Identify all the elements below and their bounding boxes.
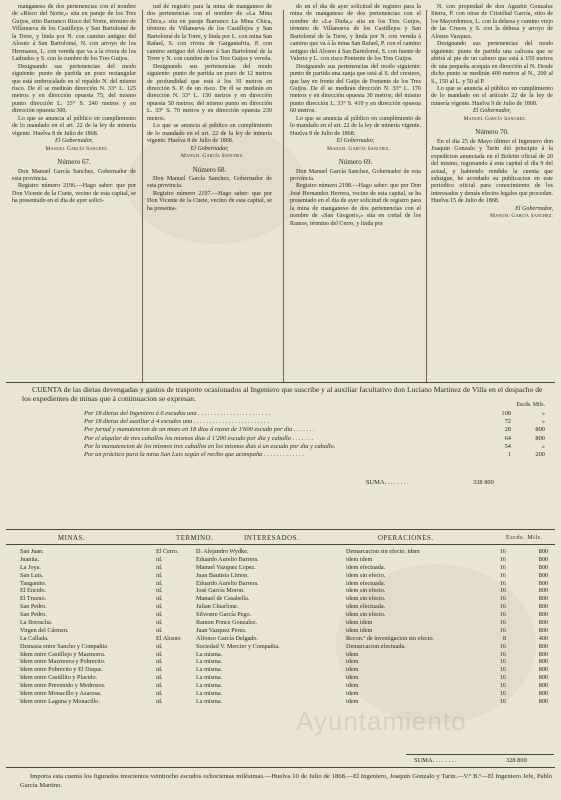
escudos-value: 16 [499, 619, 506, 627]
operacion-text: idem idem [346, 619, 373, 627]
governor-signature: Manuel García Sanchez. [45, 145, 109, 152]
escudos-value: 8 [502, 634, 506, 642]
escudos-value: 16 [499, 650, 506, 658]
termino-name: id. [156, 579, 163, 587]
mina-name: Idem entre Prevenido y Medrosos. [20, 682, 106, 690]
footer-rule [6, 767, 555, 768]
termino-name: id. [156, 587, 163, 595]
notice-text: Lo que se anuncia al público en cumplimiento de lo mandado en el art. 22 de la ley de minería vigente. Huelva 8 de Julio de 1868. [290, 115, 421, 137]
mina-name: Idem entre Castillito y Placido. [20, 674, 98, 682]
header-termino: TERMINO. [176, 535, 214, 542]
expense-row [56, 451, 551, 459]
notice-text: Designando sus pertenencias del modo siguiente: punto de partida una calicata que se abrirá al pie de un cabezo que está á 150 metros de una pequeña acequia en dirección al N. Desde dicho punto se medirán 400 metros al N., 200 al S., 150 al L. y 50 al P. [431, 41, 553, 85]
interesado-name: Alfonso García Delgado. [196, 634, 259, 642]
expense-description: Por el alquiler de tres caballos los mismos dias á 1'200 escudo por dia y caballo . . . . . . . [84, 434, 314, 442]
expense-mils: » [541, 442, 545, 450]
expense-row [56, 426, 551, 434]
mils-value: 800 [538, 579, 548, 587]
mils-value: 800 [538, 650, 548, 658]
operacion-text: Recon.º de investigacion sin efecto. [346, 634, 435, 642]
termino-name: id. [156, 690, 163, 698]
interesado-name: Eduardo Aurelio Barrera. [196, 579, 259, 587]
mils-value: 800 [538, 555, 548, 563]
notice-text: Registro número 2198.—Hago saber: que por Don José Hernandez Herrera, vecino de esta capital, se ha presentado en el dia de ayer solicitud de registro para la mina de manganeso de dos pertenencias con el nombre de «San Gregorio,» sita en cortal de los Ramos, término del Cerro, y linda por [290, 183, 421, 227]
notice-number: Número 69. [338, 158, 373, 167]
governor-signature: Manuel García Sanchez. [490, 213, 553, 220]
mina-name: Idem entre Castillejo y Mazmorra. [20, 650, 106, 658]
mils-value: 800 [538, 571, 548, 579]
expense-row [56, 418, 551, 426]
notice-text: En el dia 25 de Mayo último el Ingeniero don Joaquin Gonzalo y Tarin dió principio á la expedicion anunciada en el Boletin oficial de 20 del mismo, regresando á esta capital el dia 9 del actual, y habiendo rendido la cuenta que subsigue, he acordado su publicacion en este periódico oficial para conocimiento de los interesados y demás efectos legales que procedan. Huelva 15 de Julio de 1868. [431, 138, 553, 205]
operacion-text: idem idem [346, 555, 373, 563]
mils-value: 800 [538, 595, 548, 603]
notice-text: Lo que se anuncia al público en cumplimiento de lo mandado en el art. 22 de la ley de minería vigente. Huelva 8 de Julio de 1868. [12, 115, 136, 137]
notice-number: Número 68. [192, 165, 227, 174]
list-interesados [196, 548, 346, 706]
escudos-value: 16 [499, 658, 506, 666]
interesado-name: D. Alejandro Wydke. [196, 548, 249, 555]
notice-text: Designando sus pertenencias del modo siguiente: punto de partida un pozo de 12 metros de profundidad que está á los 10 metros en dirección S. P. de un risco. De él se medirán en dirección N. 33° L. 150 metros y en dirección opuesta 50 metros; del mismo punto en dirección L. 33° S. 70 metros y en dirección opuesta 230 metros. [147, 63, 272, 122]
cuenta-title: CUENTA de las dietas devengadas y gastos de trasporte ocasionados al Ingeniero que suscribe y al auxiliar facultativo don Luciano Martinez de Villa en el despacho de los expedientes de minas que á continuacion se expresan. [22, 385, 543, 403]
list-escudos [466, 548, 506, 706]
interesado-name: Ramon Ponce Gonzalez. [196, 619, 257, 627]
mils-value: 800 [538, 611, 548, 619]
mina-name: Idem entre Laguna y Monacillo. [20, 697, 100, 705]
notice-text: Lo que se anuncia al público en cumplimiento de lo mandado en el artículo 22 de la ley de minería vigente. Huelva 9 de Julio de 1868. [431, 85, 553, 107]
operacion-text: idem efectuada. [346, 563, 386, 571]
termino-name: id. [156, 658, 163, 666]
termino-name: El Alosno [156, 634, 181, 642]
governor-label: El Gobernador, [55, 138, 93, 145]
table-rule-head [6, 544, 555, 545]
mina-name: La Callada. [20, 634, 49, 642]
operacion-text: idem sin efecto. [346, 611, 386, 619]
expense-table [56, 402, 551, 459]
interesado-name: Juan Bautista Limon. [196, 571, 249, 579]
column-2 [147, 4, 272, 213]
notice-text: do en el dia de ayer solicitud de registro para la mina de manganeso de dos pertenencias con el nombre de «La Duda,» sita en los Tres Guijos, término de Villanueva de los Castillejos y San Bartolomé de la Torre, y linda por N. con vereda á camino que va á la mina San Rafael, P. con el camino antiguo del Alosno á San Bartolomé, S. con fuente de Valerio y L. con risco Poniente de los Tres Guijos. [290, 4, 421, 63]
escudos-value: 16 [499, 697, 506, 705]
interesado-name: Sociedad V. Mercier y Compañia. [196, 642, 280, 650]
mina-name: Idem entre Mazmorra y Pobrecito. [20, 658, 106, 666]
expense-description: Por jornal y manutencion de un mozo en 18 dias á razon de 1'600 escudo por dia . . . . . . . [84, 426, 315, 434]
expense-escudos: 72 [504, 418, 511, 426]
interesado-name: Silvestre García Pego. [196, 611, 252, 619]
operacion-text: idem sin efecto. [346, 571, 386, 579]
notice-text: Designando sus pertenencias del modo siguiente: punto de partida una zanja que está al S. del crestero, que hay en frente del Guijo de Poniente de los Tres Guijos. De él se medirán dirección N. 33° L. 170 metros y en dirección opuesta 30 metros; del mismo punto dirección L. 33° S. 410 y en dirección opuesta 60 metros. [290, 63, 421, 115]
expense-row [56, 410, 551, 418]
notice-text: Designando sus pertenencias del modo siguiente: punto de partida un pozo rectangular que está embrocalado en el repaldo N. del mismo risco. De él se medirán dirección N. 33° L. 125 metros y en dirección opuesta 75; del mismo punto dirección L. 33° S. 240 metros y en dirección opuesta 300. [12, 63, 136, 115]
mina-name: San Pedro. [20, 611, 47, 619]
termino-name: id. [156, 650, 163, 658]
escudos-value: 16 [499, 674, 506, 682]
notice-text: Registro número 2196.—Hago saber: que por Don Vicente de la Cuete, vecino de esta capital, se ha presentado en el dia de ayer solici- [12, 183, 136, 205]
notice-text: N. con propiedad de don Agustin Gonzalez Sierra, P. con otras de Cristóbal García, sitio de los Mayordomos, L. con la dehesa y camino viejo de las Cruces y S. con la dehesa y arroyo de Alonso Vazquez. [431, 4, 553, 40]
operacion-text: idem [346, 697, 359, 705]
escudos-value: 16 [499, 571, 506, 579]
header-escudos: Escds. Mils. [506, 535, 543, 541]
watermark: Ayuntamiento [296, 706, 467, 736]
mina-name: Idem entre Monacillo y Azarosa. [20, 690, 102, 698]
expense-mils: 200 [535, 450, 545, 458]
termino-name: id. [156, 603, 163, 611]
operacion-text: idem idem [346, 626, 373, 634]
mina-name: Juanita. [20, 555, 40, 563]
header-interesados: INTERESADOS. [244, 535, 300, 542]
escudos-value: 16 [499, 626, 506, 634]
interesado-name: La misma. [196, 666, 223, 674]
interesado-name: La misma. [196, 658, 223, 666]
mina-name: Virgen del Cármen. [20, 626, 69, 634]
notice-number: Número 67. [57, 158, 91, 167]
mils-value: 400 [538, 634, 548, 642]
table-sum-value: 328 800 [506, 757, 527, 764]
mina-name: Demasia entre Sancho y Compañia [20, 642, 107, 650]
notice-text: Don Manuel García Sanchez, Gobernador de esta provincia. [290, 168, 421, 182]
notice-text: tud de registro para la mina de manganeso de dos pertenencias con el nombre de «La Mina Chica,» sita en paraje Barranco La Mina Chica, término de Villanueva de los Castillejos y San Bartolomé de la Torre, y linda por L. con mina San Rafael, S. con rivera de Gargantafria, P. con camino antiguo del Alosno á San Bartolomé de la Torre y N. con cumbre de los Tres Guijos y vereda. [147, 4, 272, 63]
notice-text: Lo que se anuncia al público en cumplimiento de lo mandado en el art. 22 de la ley de minería vigente. Huelva 8 de Julio de 1868. [147, 123, 272, 145]
escudos-value: 16 [499, 548, 506, 555]
operacion-text: Demarcacion sin efecto. idem [346, 548, 420, 555]
expense-row [56, 443, 551, 451]
termino-name: id. [156, 611, 163, 619]
governor-signature: Manuel García Sanchez. [181, 153, 244, 160]
mils-value: 800 [538, 603, 548, 611]
mina-name: El Trueno. [20, 595, 47, 603]
header-minas: MINAS. [58, 535, 86, 542]
termino-name: id. [156, 619, 163, 627]
expense-mils: » [541, 418, 545, 426]
column-3 [290, 4, 421, 228]
escudos-value: 16 [499, 555, 506, 563]
mils-value: 800 [538, 697, 548, 705]
interesado-name: Eduardo Aurelio Barrera. [196, 555, 259, 563]
mina-name: San Pedro. [20, 603, 47, 611]
operacion-text: idem [346, 650, 359, 658]
expense-sum-value: 328 800 [473, 479, 494, 486]
mina-name: Idem entre Pobrecito y El Duque. [20, 666, 104, 674]
expense-description: Por 18 dietas del Ingeniero á 6 escudos una . . . . . . . . . . . . . . . . . . . . . . . [84, 410, 271, 417]
expense-description: Por la manutencion de los mismos tres caballos en los mismos dias á un escudo por dia y caballo. [84, 442, 336, 450]
notice-text: Don Manuel García Sanchez, Gobernador de esta provincia. [12, 168, 136, 182]
table-sum-label: SUMA. . . . . . . . [414, 757, 457, 764]
operacion-text: idem [346, 682, 359, 690]
column-divider [142, 10, 143, 382]
operacion-text: idem sin efecto. [346, 595, 386, 603]
termino-name: id. [156, 626, 163, 634]
footer-text: Importa esta cuenta los figurados trescientos veintiocho escudos ochocientas milésimas.—Huelva 10 de Julio de 1868.—El Ingeniero, Joaquin Gonzalo y Tarin.—V.º B.º—El Ingeniero Jefe, Pablo García Martino. [20, 773, 552, 789]
interesado-name: La misma. [196, 690, 223, 698]
mils-value: 800 [538, 690, 548, 698]
escudos-value: 16 [499, 666, 506, 674]
list-termino [156, 548, 196, 706]
interesado-name: Juan Vazquez Perez. [196, 626, 247, 634]
column-4 [431, 4, 553, 221]
termino-name: id. [156, 682, 163, 690]
notice-number: Número 70. [475, 128, 509, 137]
termino-name: id. [156, 595, 163, 603]
mils-value: 800 [538, 682, 548, 690]
interesado-name: La misma. [196, 674, 223, 682]
section-rule [6, 382, 555, 383]
termino-name: id. [156, 642, 163, 650]
expense-escudos: 54 [504, 442, 511, 450]
operacion-text: Demarcacion efectuada. [346, 642, 406, 650]
escudos-value: 16 [499, 611, 506, 619]
governor-label: El Gobernador, [473, 108, 511, 115]
column-1 [12, 4, 136, 206]
expense-escudos: 28 [504, 426, 511, 434]
expense-column-header: Escds. Mils. [516, 402, 545, 408]
mils-value: 800 [538, 666, 548, 674]
escudos-value: 16 [499, 603, 506, 611]
mils-value: 800 [538, 563, 548, 571]
interesado-name: Manuel de Casabella. [196, 595, 250, 603]
operacion-text: idem efectuada. [346, 579, 386, 587]
termino-name: id. [156, 571, 163, 579]
interesado-name: Manuel Vazquez Lopez. [196, 563, 256, 571]
operacion-text: idem efectuada. [346, 603, 386, 611]
mina-name: San Juan. [20, 548, 44, 555]
escudos-value: 16 [499, 579, 506, 587]
expense-row [56, 435, 551, 443]
column-divider [283, 10, 284, 382]
mils-value: 800 [538, 548, 548, 555]
operacion-text: idem [346, 658, 359, 666]
mils-value: 800 [538, 642, 548, 650]
mina-name: La Joya. [20, 563, 41, 571]
expense-escudos: 1 [507, 450, 511, 458]
operacion-text: idem [346, 674, 359, 682]
notice-text: Don Manuel García Sanchez, Gobernador de esta provincia. [147, 175, 272, 190]
list-mils [512, 548, 548, 706]
mils-value: 800 [538, 674, 548, 682]
escudos-value: 16 [499, 587, 506, 595]
expense-sum-label: SUMA. . . . . . . . [366, 479, 409, 486]
notice-text: Registro número 2197.—Hago saber: que por Don Vicente de la Cuete, vecino de esta capital, se ha presenta- [147, 190, 272, 212]
interesado-name: La misma. [196, 697, 223, 705]
expense-mils: 800 [535, 426, 545, 434]
escudos-value: 16 [499, 563, 506, 571]
governor-signature: Manuel García Sanchez. [463, 115, 527, 122]
mils-value: 800 [538, 619, 548, 627]
newspaper-page [6, 4, 555, 796]
governor-label: El Gobernador, [190, 145, 229, 152]
interesado-name: La misma. [196, 682, 223, 690]
mina-name: San Luis. [20, 571, 44, 579]
governor-label: El Gobernador, [515, 205, 553, 212]
mina-name: El Encido. [20, 587, 47, 595]
notice-text: manganeso de dos pertenencias con el nombre de «Risco del Norte,» sita en paraje de los Tres Guijos, sitio Barranco Risco del Norte, término de Villanueva de los Castillejos y San Bartolomé de la Torre, y linda por N. con camino antiguo del Alosno á San Bartolomé, N. con arroyo de los Hermanos, L. con vereda que va a la rivera de los Ladrados y S. con la cumbre de los Tres Guijos. [12, 4, 136, 63]
interesado-name: La misma. [196, 650, 223, 658]
governor-label: El Gobernador, [336, 138, 375, 145]
expense-mils: 800 [535, 434, 545, 442]
sum-rule [406, 754, 554, 755]
escudos-value: 16 [499, 682, 506, 690]
column-divider [426, 10, 427, 382]
expense-escudos: 64 [504, 434, 511, 442]
operacion-text: idem [346, 666, 359, 674]
escudos-value: 16 [499, 595, 506, 603]
mils-value: 800 [538, 587, 548, 595]
termino-name: id. [156, 555, 163, 563]
interesado-name: José García Moron. [196, 587, 245, 595]
escudos-value: 16 [499, 690, 506, 698]
expense-description: Por 18 dietas del auxiliar á 4 escudos una . . . . . . . . . . . . . . . . . . . . . . . . [84, 418, 269, 426]
mina-name: Tanganito. [20, 579, 47, 587]
mils-value: 800 [538, 626, 548, 634]
termino-name: id. [156, 563, 163, 571]
list-operaciones [346, 548, 476, 706]
table-rule-top [6, 529, 555, 530]
operacion-text: idem [346, 690, 359, 698]
header-operaciones: OPERACIONES. [378, 535, 434, 542]
termino-name: id. [156, 674, 163, 682]
expense-escudos: 108 [501, 410, 511, 417]
termino-name: id. [156, 697, 163, 705]
expense-description: Por un práctico para la mina San Luis según el recibo que acompaña . . . . . . . . . . . . . [84, 450, 304, 458]
governor-signature: Manuel García Sanchez. [327, 145, 390, 152]
list-minas [20, 548, 150, 706]
interesado-name: Julian Chiarlone. [196, 603, 239, 611]
operacion-text: idem sin efecto. [346, 587, 386, 595]
escudos-value: 16 [499, 642, 506, 650]
termino-name: id. [156, 666, 163, 674]
expense-mils: » [541, 410, 545, 417]
termino-name: El Cerro. [156, 548, 179, 555]
mils-value: 800 [538, 658, 548, 666]
mina-name: La Borracha. [20, 619, 53, 627]
